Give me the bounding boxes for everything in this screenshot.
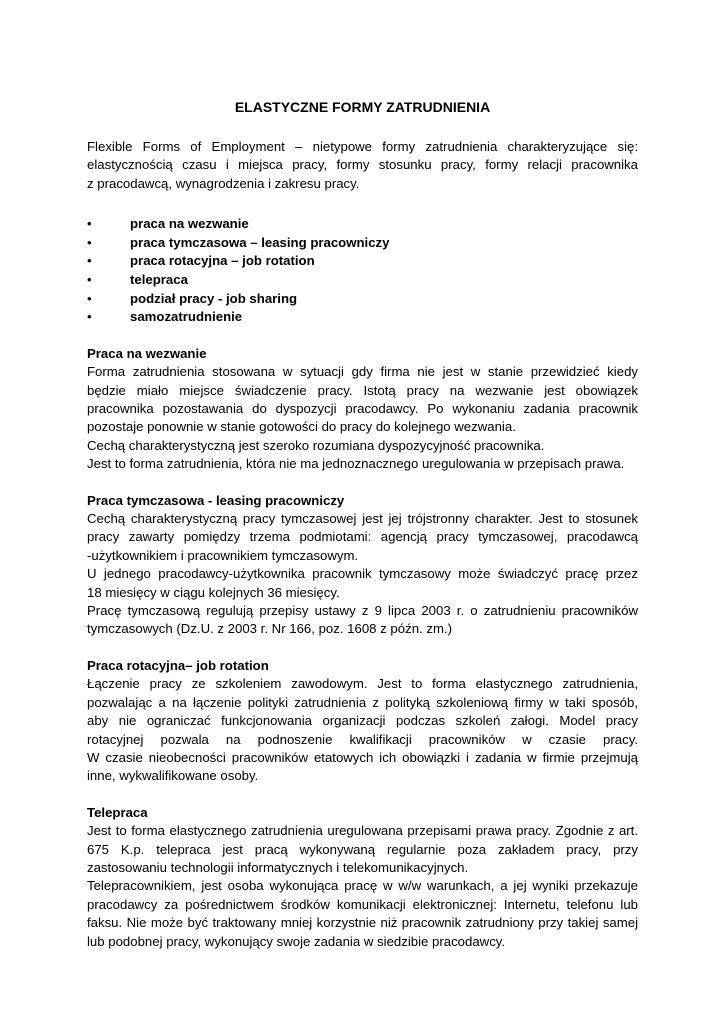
paragraph-line: U jednego pracodawcy-użytkownika pracownik tymczasowy może świadczyć pracę przez (87, 566, 638, 582)
paragraph-line: aby nie ograniczać funkcjonowania organizacji podczas szkoleń załogi. Model pracy (87, 713, 638, 729)
intro-line: elastycznością czasu i miejsca pracy, formy stosunku pracy, formy relacji pracownika (87, 157, 638, 173)
section (87, 657, 638, 786)
bullet-icon: • (87, 309, 92, 325)
list-item-label: telepraca (130, 272, 188, 287)
paragraph-line: -użytkownikiem i pracownikiem tymczasowym. (87, 547, 359, 563)
section-paragraph (87, 675, 638, 785)
list-item (87, 271, 638, 290)
sections-container (87, 345, 638, 951)
intro-line: Flexible Forms of Employment – nietypowe formy zatrudnienia charakteryzujące się: (87, 139, 638, 154)
bullet-icon: • (87, 290, 92, 306)
paragraph-line: tymczasowych (Dz.U. z 2003 r. Nr 166, poz. 1608 z późn. zm.) (87, 621, 452, 637)
intro-line: z pracodawcą, wynagrodzenia i zakresu pracy. (87, 175, 360, 191)
paragraph-line: W czasie nieobecności pracowników etatowych ich obowiązki i zadania w firmie przejmują (87, 749, 638, 765)
paragraph-line: pozostaje ponownie w stanie gotowości do pracy do kolejnego wezwania. (87, 419, 516, 435)
paragraph-line: Jest to forma elastycznego zatrudnienia uregulowana przepisami prawa pracy. Zgodnie z art. (87, 823, 638, 839)
list-item (87, 290, 638, 309)
section-heading: Praca tymczasowa - leasing pracowniczy (87, 492, 345, 508)
bullet-icon: • (87, 253, 92, 269)
paragraph-line: pozwalając a na łączenie polityki zatrudnienia z polityką szkoleniową firmy w taki sposób, (87, 694, 638, 710)
paragraph-line: pracownika pozostawania do dyspozycji pracodawcy. Po wykonaniu zadania pracownik (87, 401, 638, 416)
list-item-label: praca rotacyjna – job rotation (130, 253, 315, 269)
paragraph-line: lub podobnej pracy, wykonujący swoje zadania w siedzibie pracodawcy. (87, 933, 506, 949)
section-heading: Praca rotacyjna– job rotation (87, 657, 269, 673)
section-paragraph (87, 822, 638, 951)
paragraph-line: faksu. Nie może być traktowany mniej korzystnie niż pracownik zatrudniony przy takiej samej (87, 915, 638, 931)
section-heading: Praca na wezwanie (87, 345, 207, 361)
paragraph-line: Forma zatrudnienia stosowana w sytuacji gdy firma nie jest w stanie przewidzieć kiedy (87, 364, 638, 380)
paragraph-line: rotacyjnej pozwala na podnoszenie kwalifikacji pracowników w czasie pracy. (87, 731, 638, 747)
paragraph-line: Pracę tymczasową regulują przepisy ustawy z 9 lipca 2003 r. o zatrudnieniu pracowników (87, 603, 638, 619)
paragraph-line: będzie miało miejsce świadczenie pracy. Istotą pracy na wezwanie jest obowiązek (87, 382, 638, 398)
paragraph-line: Cechą charakterystyczną pracy tymczasowej jest jej trójstronny charakter. Jest to stosunek (87, 511, 638, 527)
paragraph-line: pracodawcy za pośrednictwem środków komunikacji elektronicznej: Internetu, telefonu lub (87, 896, 638, 912)
paragraph-line: Łączenie pracy ze szkoleniem zawodowym. Jest to forma elastycznego zatrudnienia, (87, 676, 638, 692)
paragraph-line: zastosowaniu technologii informatycznych i telekomunikacyjnych. (87, 859, 469, 875)
list-item (87, 234, 638, 253)
section-paragraph (87, 363, 638, 473)
intro-paragraph (87, 138, 638, 193)
list-item (87, 215, 638, 234)
paragraph-line: inne, wykwalifikowane osoby. (87, 768, 259, 784)
paragraph-line: pracy zawarty pomiędzy trzema podmiotami: agencją pracy tymczasowej, pracodawcą (87, 529, 638, 545)
section-heading: Telepraca (87, 804, 148, 820)
list-item-label: podział pracy - job sharing (130, 290, 298, 306)
section (87, 345, 638, 474)
document-body (87, 98, 638, 951)
bullet-icon: • (87, 272, 92, 287)
bullet-icon: • (87, 234, 92, 250)
bullet-icon: • (87, 216, 92, 232)
paragraph-line: Cechą charakterystyczną jest szeroko rozumiana dyspozycyjność pracownika. (87, 437, 545, 453)
paragraph-line: Jest to forma zatrudnienia, która nie ma jednoznacznego uregulowania w przepisach prawa. (87, 456, 625, 472)
list-item (87, 252, 638, 271)
list-item-label: samozatrudnienie (130, 309, 243, 325)
paragraph-line: 18 miesięcy w ciągu kolejnych 36 miesięcy. (87, 584, 340, 600)
section (87, 492, 638, 639)
list-item-label: praca tymczasowa – leasing pracowniczy (130, 234, 390, 250)
paragraph-line: 675 K.p. telepraca jest pracą wykonywaną regularnie poza zakładem pracy, przy (87, 841, 638, 857)
list-item (87, 308, 638, 327)
document-title: ELASTYCZNE FORMY ZATRUDNIENIA (234, 99, 491, 115)
section-paragraph (87, 510, 638, 639)
forms-list (87, 215, 638, 327)
section (87, 804, 638, 951)
list-item-label: praca na wezwanie (130, 216, 249, 232)
paragraph-line: Telepracownikiem, jest osoba wykonująca pracę w w/w warunkach, a jej wyniki przekazuje (87, 878, 638, 894)
